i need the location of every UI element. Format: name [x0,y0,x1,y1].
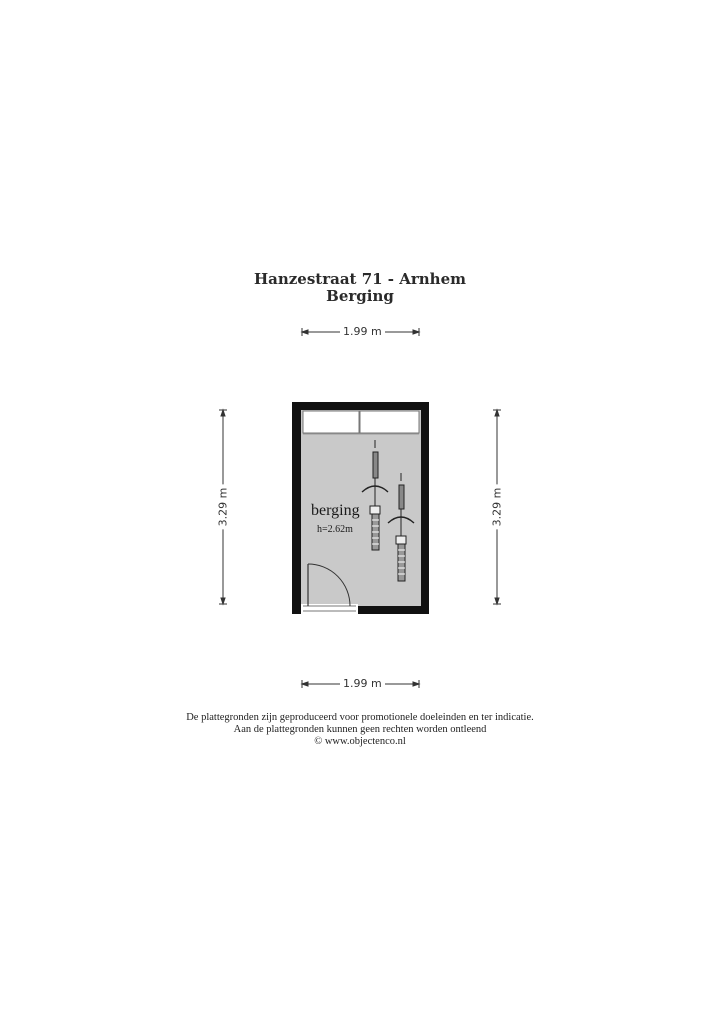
disclaimer-line-3: © www.objectenco.nl [314,736,406,747]
shelf-left [303,411,359,433]
floorplan-address-title: Hanzestraat 71 - Arnhem [253,270,467,288]
room-height-label: h=2.62m [317,524,353,535]
floorplan-floor-title: Berging [326,287,394,305]
disclaimer-line-2: Aan de plattegronden kunnen geen rechten worden ontleend [233,724,487,735]
disclaimer-line-1: De plattegronden zijn geproduceerd voor promotionele doeleinden en ter indicatie. [186,712,534,723]
dimension-label-left: 3.29 m [216,485,230,530]
dimension-label-right: 3.29 m [490,485,504,530]
dimension-label-top: 1.99 m [340,325,385,339]
shelf-right [360,411,419,433]
room-name-label: berging [311,502,360,519]
dimension-label-bottom: 1.99 m [340,677,385,691]
